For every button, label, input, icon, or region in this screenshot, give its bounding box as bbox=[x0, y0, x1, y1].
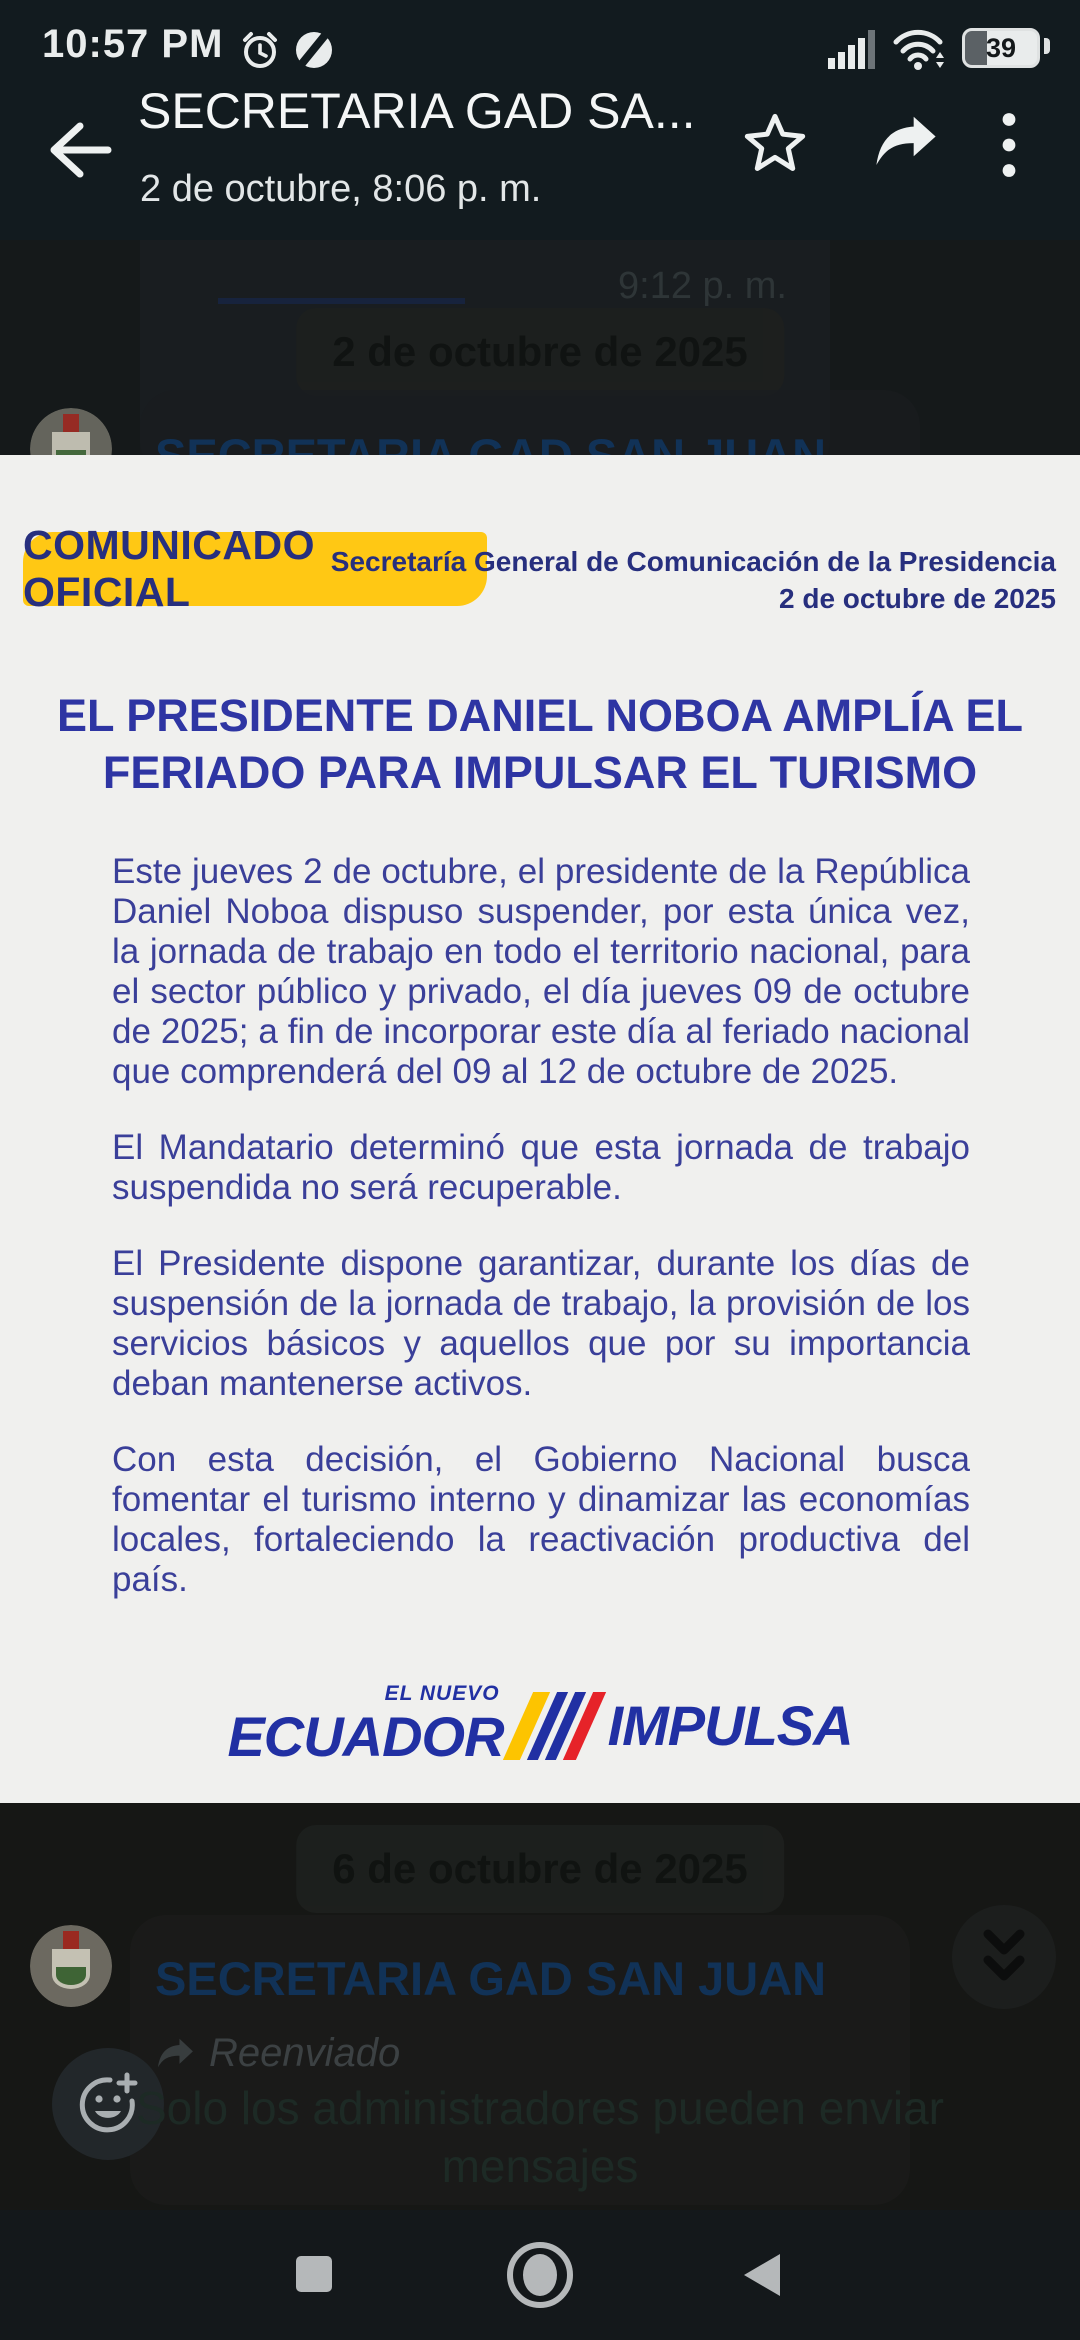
star-button[interactable] bbox=[744, 112, 806, 174]
home-button[interactable] bbox=[507, 2242, 573, 2308]
flag-stripes-icon bbox=[502, 1692, 612, 1760]
forwarded-row bbox=[155, 2031, 400, 2076]
divider bbox=[218, 298, 465, 304]
battery-icon bbox=[962, 28, 1040, 68]
wifi-icon bbox=[892, 28, 948, 72]
document-body bbox=[112, 852, 970, 1636]
source-line2: 2 de octubre de 2025 bbox=[778, 583, 1056, 614]
overflow-menu-button[interactable] bbox=[1000, 112, 1018, 178]
document-title: EL PRESIDENTE DANIEL NOBOA AMPLÍA EL FERIADO PARA IMPULSAR EL TURISMO bbox=[57, 690, 1023, 798]
message-timestamp: 9:12 p. m. bbox=[618, 265, 787, 307]
battery-nub bbox=[1044, 38, 1050, 54]
paragraph: El Presidente dispone garantizar, durante los días de suspensión de la jornada de trabajo, la provisión de los servicios básicos y aquellos que por su importancia deban mantenerse activos. bbox=[112, 1244, 970, 1403]
scroll-to-bottom-button[interactable] bbox=[952, 1905, 1056, 2009]
clock: 10:57 PM bbox=[42, 22, 224, 66]
sender-name: SECRETARIA GAD SAN JUAN bbox=[155, 1952, 827, 2005]
source-line1: Secretaría General de Comunicación de la Presidencia bbox=[330, 546, 1056, 577]
battery-percent: 39 bbox=[985, 33, 1017, 63]
paragraph: Con esta decisión, el Gobierno Nacional busca fomentar el turismo interno y dinamizar las economías locales, fortaleciendo la reactivación productiva del país. bbox=[112, 1440, 970, 1599]
dimmed-chat-above bbox=[0, 240, 1080, 455]
recents-button[interactable] bbox=[296, 2256, 332, 2292]
forwarded-icon bbox=[155, 2037, 195, 2071]
android-navbar bbox=[0, 2210, 1080, 2340]
viewer-topbar bbox=[0, 0, 1080, 240]
status-bar bbox=[0, 0, 1080, 74]
date-separator: 6 de octubre de 2025 bbox=[296, 1825, 784, 1913]
logo-word-ecuador: ECUADOR bbox=[227, 1705, 504, 1768]
nuevo-ecuador-impulsa-logo bbox=[0, 1682, 1080, 1769]
forwarded-label: Reenviado bbox=[209, 2031, 401, 2075]
conversation-title[interactable]: SECRETARIA GAD SA... bbox=[138, 83, 696, 139]
paragraph: Este jueves 2 de octubre, el presidente de la República Daniel Noboa dispuso suspender, por esta única vez, la jornada de trabajo en todo el territorio nacional, para el sector público y privado, el día jueves 09 de octubre de 2025; a fin de incorporar este día al feriado nacional que comprenderá del 09 al 12 de octubre de 2025. bbox=[112, 852, 970, 1091]
forward-button[interactable] bbox=[872, 112, 940, 172]
dimmed-chat-below bbox=[0, 1803, 1080, 2210]
back-button[interactable] bbox=[38, 112, 122, 188]
logo-tagline: EL NUEVO bbox=[384, 1682, 500, 1705]
media-timestamp: 2 de octubre, 8:06 p. m. bbox=[140, 168, 542, 210]
paragraph: El Mandatario determinó que esta jornada de trabajo suspendida no será recuperable. bbox=[112, 1128, 970, 1207]
logo-word-impulsa: IMPULSA bbox=[607, 1694, 853, 1757]
nav-back-button[interactable] bbox=[744, 2254, 780, 2296]
date-separator: 2 de octubre de 2025 bbox=[296, 308, 784, 396]
group-avatar bbox=[30, 1925, 112, 2007]
admins-only-notice: Solo los administradores pueden enviar mensajes bbox=[135, 2082, 945, 2192]
signal-strength-icon bbox=[828, 28, 878, 70]
shared-image-document[interactable] bbox=[0, 455, 1080, 1803]
document-source bbox=[331, 543, 1056, 617]
badge-label: COMUNICADO OFICIAL bbox=[23, 522, 315, 615]
chevron-double-down-icon bbox=[976, 1926, 1032, 1988]
alarm-icon bbox=[238, 28, 282, 72]
data-saver-icon bbox=[292, 28, 336, 72]
